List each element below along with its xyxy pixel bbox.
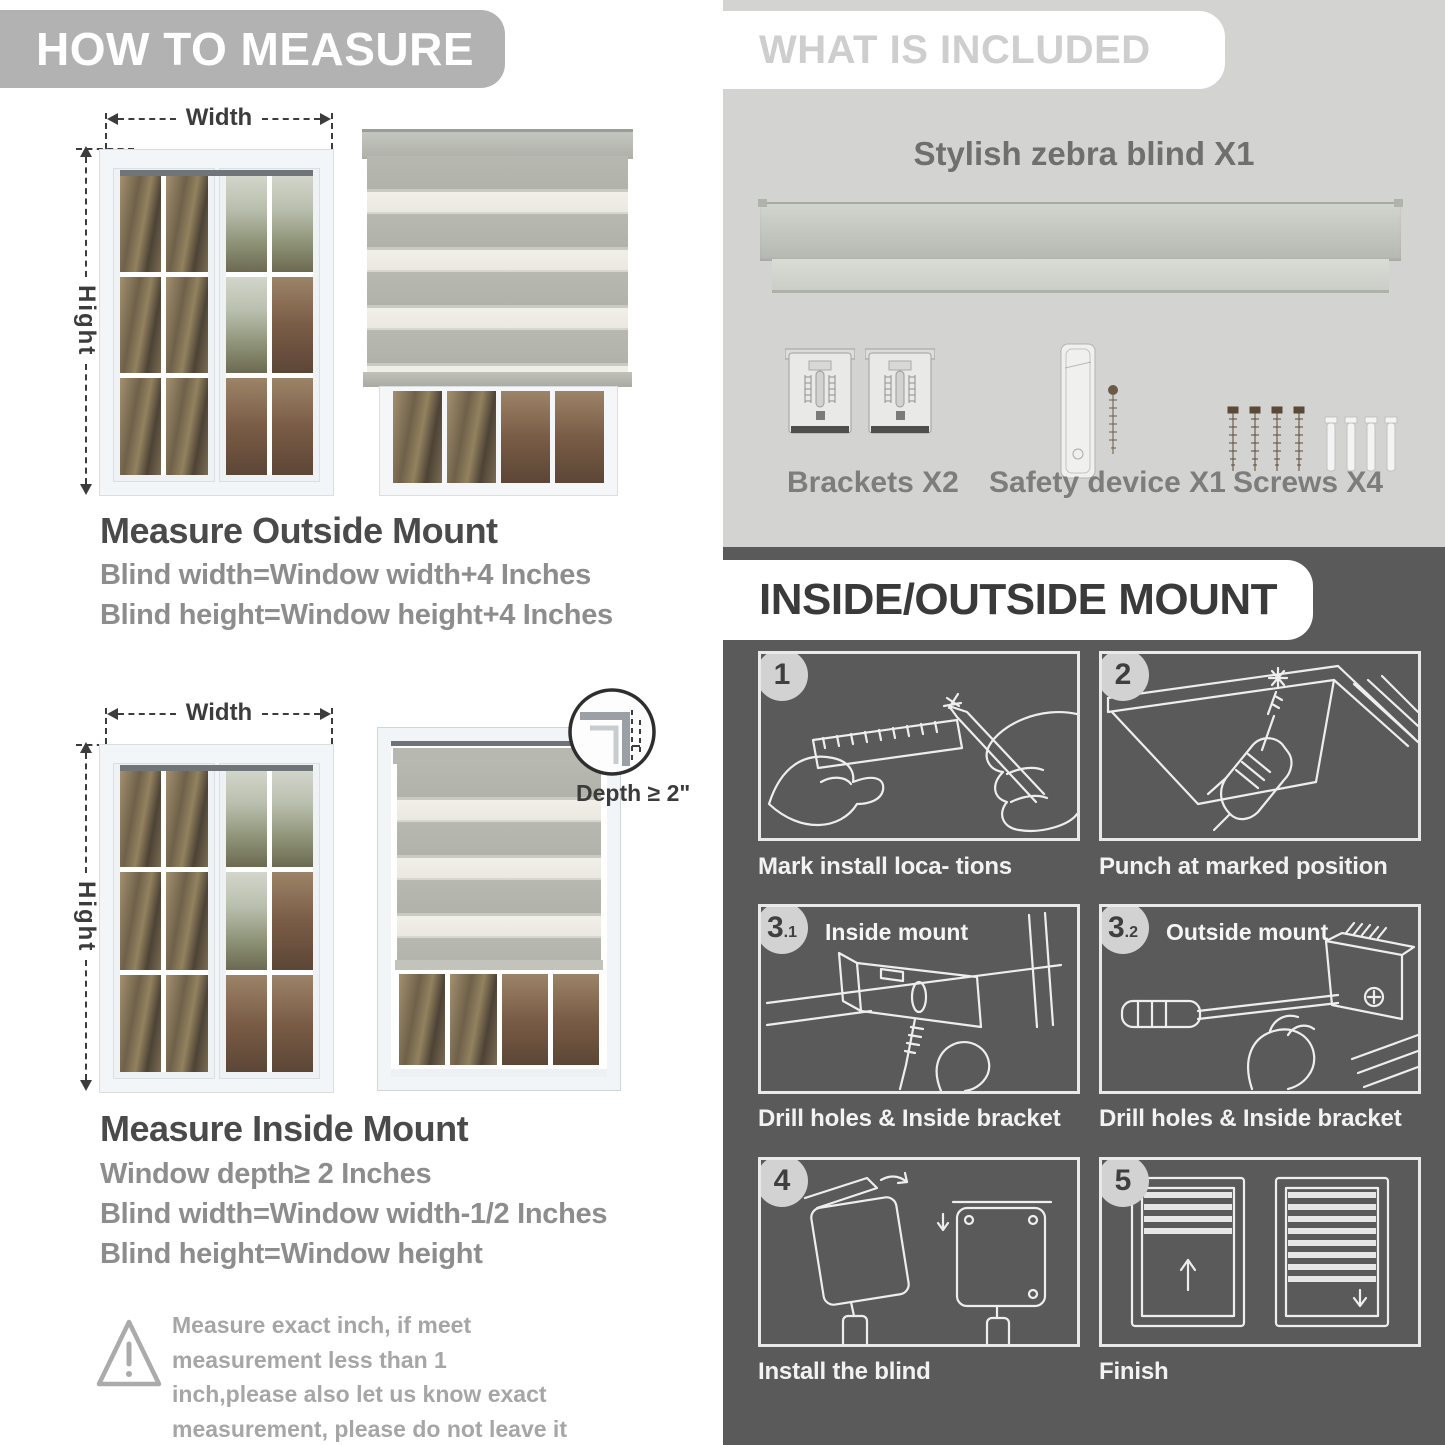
arrow-left-icon bbox=[107, 113, 118, 125]
step-box-1 bbox=[758, 651, 1080, 841]
blind-headrail-valance bbox=[772, 259, 1389, 293]
width-label-outside: Width bbox=[185, 104, 253, 131]
arrow-right-icon bbox=[320, 113, 331, 125]
how-to-measure-title: HOW TO MEASURE bbox=[36, 23, 475, 75]
screws-label: Screws X4 bbox=[1233, 466, 1384, 499]
mark-locations-illustration bbox=[761, 654, 1077, 838]
step-caption-3-1: Drill holes & Inside bracket bbox=[758, 1105, 1061, 1132]
height-label-inside: Hight bbox=[73, 880, 100, 953]
what-is-included-title: WHAT IS INCLUDED bbox=[759, 27, 1151, 72]
height-label-outside: Hight bbox=[73, 284, 100, 357]
step-caption-4: Install the blind bbox=[758, 1358, 931, 1385]
bracket-icon bbox=[865, 345, 935, 442]
mount-instructions-panel bbox=[723, 547, 1445, 1445]
window-panes-below bbox=[399, 974, 599, 1065]
drill-illustration bbox=[1102, 654, 1418, 838]
window-casement-left bbox=[114, 764, 214, 1078]
measurement-warning-text: Measure exact inch, if meet measurement less than 1 inch,please also let us know exact measurement, please do not leave it bbox=[172, 1312, 567, 1442]
inside-width-formula: Blind width=Window width-1/2 Inches bbox=[100, 1198, 608, 1230]
install-blind-illustration bbox=[761, 1160, 1077, 1344]
step-caption-2: Punch at marked position bbox=[1099, 853, 1388, 880]
arrow-left-icon bbox=[107, 708, 118, 720]
step-box-5 bbox=[1099, 1157, 1421, 1347]
step-caption-5: Finish bbox=[1099, 1358, 1169, 1385]
blind-bottom-rail-outside bbox=[363, 372, 632, 387]
safety-device-label: Safety device X1 bbox=[989, 466, 1226, 499]
step-caption-1: Mark install loca- tions bbox=[758, 853, 1012, 880]
step-box-4 bbox=[758, 1157, 1080, 1347]
step-box-3-2 bbox=[1099, 904, 1421, 1094]
step-caption-3-2: Drill holes & Inside bracket bbox=[1099, 1105, 1402, 1132]
mount-title: INSIDE/OUTSIDE MOUNT bbox=[759, 575, 1278, 624]
outside-mount-step-title: Outside mount bbox=[1166, 919, 1329, 945]
arrow-down-icon bbox=[80, 484, 92, 495]
window-casement-right bbox=[220, 764, 320, 1078]
blind-bottom-rail-inside bbox=[395, 960, 603, 970]
step-number-badge: 3 .1 bbox=[758, 904, 808, 954]
step-number-badge: 5 bbox=[1099, 1157, 1149, 1207]
blind-fabric-outside bbox=[367, 156, 628, 372]
step-box-2 bbox=[1099, 651, 1421, 841]
step-number-badge: 2 bbox=[1099, 651, 1149, 701]
what-is-included-panel bbox=[723, 0, 1445, 547]
brackets-label: Brackets X2 bbox=[787, 466, 959, 499]
step-number-badge: 1 bbox=[758, 651, 808, 701]
arrow-right-icon bbox=[320, 708, 331, 720]
mount-header bbox=[723, 560, 1313, 640]
what-is-included-header bbox=[723, 11, 1225, 89]
step-number-badge: 4 bbox=[758, 1157, 808, 1207]
product-label: Stylish zebra blind X1 bbox=[913, 135, 1255, 172]
window-photo-outside bbox=[100, 150, 333, 495]
step-box-3-1 bbox=[758, 904, 1080, 1094]
depth-requirement-label: Depth ≥ 2" bbox=[576, 780, 691, 806]
how-to-measure-header bbox=[0, 10, 505, 88]
blind-fabric-inside bbox=[397, 764, 601, 960]
window-photo-inside bbox=[100, 745, 333, 1092]
window-casement-right bbox=[220, 169, 320, 481]
blind-headrail bbox=[760, 202, 1401, 261]
inside-depth-formula: Window depth≥ 2 Inches bbox=[100, 1158, 432, 1190]
window-below-blind bbox=[380, 387, 617, 495]
outside-height-formula: Blind height=Window height+4 Inches bbox=[100, 599, 613, 631]
window-casement-left bbox=[114, 169, 214, 481]
width-label-inside: Width bbox=[185, 699, 253, 726]
depth-magnifier-icon bbox=[566, 686, 658, 778]
inside-mount-step-title: Inside mount bbox=[825, 919, 969, 945]
blind-cassette-outside bbox=[362, 129, 633, 159]
arrow-down-icon bbox=[80, 1080, 92, 1091]
inside-mount-heading: Measure Inside Mount bbox=[100, 1108, 469, 1149]
step-number-badge: 3 .2 bbox=[1099, 904, 1149, 954]
outside-width-formula: Blind width=Window width+4 Inches bbox=[100, 559, 591, 591]
outside-mount-heading: Measure Outside Mount bbox=[100, 510, 498, 551]
warning-triangle-icon bbox=[95, 1314, 163, 1392]
finish-illustration bbox=[1102, 1160, 1418, 1344]
bracket-icon bbox=[785, 345, 855, 442]
inside-height-formula: Blind height=Window height bbox=[100, 1238, 483, 1270]
